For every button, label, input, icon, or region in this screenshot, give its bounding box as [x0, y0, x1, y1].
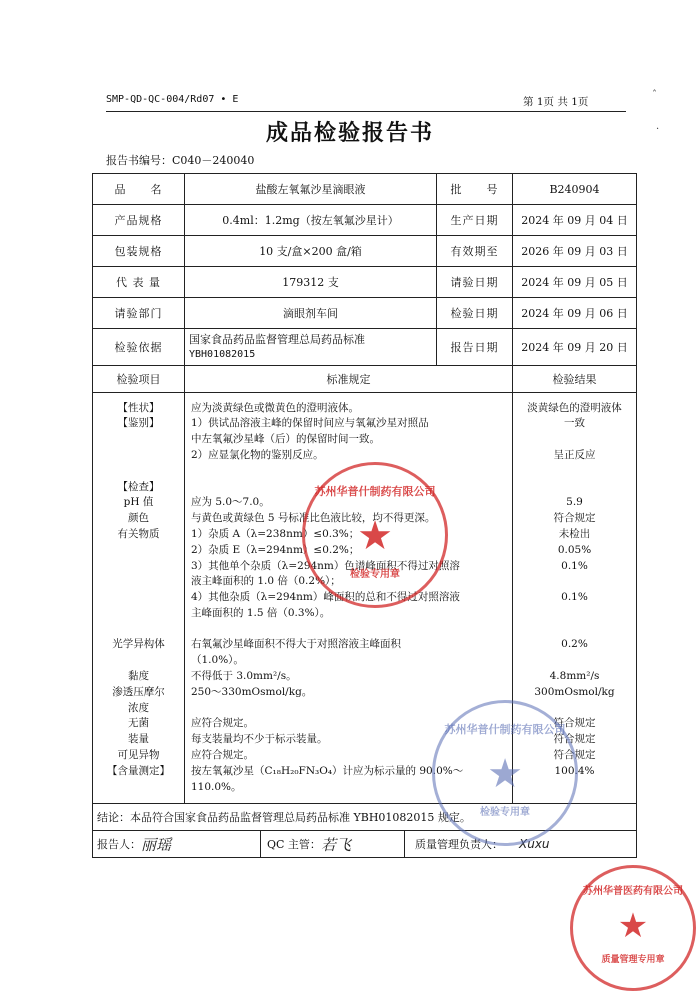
- label-mfg-date: 生产日期: [437, 205, 513, 236]
- test-result: 0.1%: [561, 559, 588, 572]
- test-result: 0.05%: [557, 543, 592, 556]
- doc-code: SMP-QD-QC-004/Rd07 • E: [106, 94, 239, 105]
- conclusion: 结论：本品符合国家食品药品监督管理总局药品标准 YBH01082015 规定。: [93, 804, 637, 831]
- qa-label: 质量管理负责人：: [415, 838, 503, 851]
- test-result: 0.2%: [561, 638, 588, 651]
- test-item: 无菌: [128, 717, 149, 730]
- stamp-red-sub: 检验专用章: [350, 569, 400, 580]
- test-result: 符合规定: [553, 717, 596, 730]
- test-result: [513, 780, 636, 796]
- row-quantity: [93, 267, 637, 298]
- test-item: [93, 543, 184, 559]
- row-conclusion: [93, 804, 637, 831]
- page-title: 成品检验报告书: [265, 120, 434, 146]
- row-dept: [93, 298, 637, 329]
- rep-qty: 179312 支: [185, 267, 437, 298]
- stamp-red-text: 苏州华普什制药有限公司: [314, 485, 436, 498]
- basis: [185, 329, 437, 366]
- scan-mark: ·: [656, 124, 660, 135]
- test-item: 【鉴别】: [117, 417, 160, 430]
- test-results-list: [513, 401, 636, 796]
- star-icon: ★: [487, 751, 523, 797]
- qc-label: QC 主管：: [267, 838, 321, 851]
- test-spec-line: [189, 464, 508, 480]
- test-spec-line: 应符合规定。: [191, 749, 254, 762]
- scan-mark: ˆ: [652, 90, 657, 101]
- test-spec-line: 1）供试品溶液主峰的保留时间应与氧氟沙星对照品: [191, 417, 429, 430]
- test-result: 淡黄绿色的澄明液体: [527, 401, 622, 414]
- product-name: 盐酸左氧氟沙星滴眼液: [185, 174, 437, 205]
- test-result: [513, 432, 636, 448]
- test-spec-line: 右氧氟沙星峰面积不得大于对照溶液主峰面积: [191, 638, 401, 651]
- qa-cell: [405, 831, 636, 857]
- test-item: 【检查】: [117, 480, 160, 493]
- test-item: [93, 464, 184, 480]
- label-spec: 产品规格: [93, 205, 185, 236]
- row-signatures: [93, 831, 637, 858]
- test-item: [93, 432, 184, 448]
- test-spec-line: 4）其他杂质（λ=294nm）峰面积的总和不得过对照溶液: [191, 591, 460, 604]
- test-item: [93, 590, 184, 606]
- dept: 滴眼剂车间: [185, 298, 437, 329]
- test-spec-line: 按左氧氟沙星（C₁₈H₂₀FN₃O₄）计应为标示量的 90.0%～: [191, 764, 464, 777]
- label-request-date: 请验日期: [437, 267, 513, 298]
- test-spec-line: 不得低于 3.0mm²/s。: [191, 670, 297, 683]
- test-result: 未检出: [558, 527, 591, 540]
- stamp-blue-sub: 检验专用章: [480, 807, 530, 818]
- label-rep-qty: 代 表 量: [93, 267, 185, 298]
- test-item: 黏度: [128, 670, 149, 683]
- test-result: 5.9: [566, 496, 583, 509]
- basis-line-1: 国家食品药品监督管理总局药品标准: [189, 333, 365, 346]
- test-result: [513, 653, 636, 669]
- test-item: 可见异物: [117, 749, 160, 762]
- test-result: 0.1%: [561, 591, 588, 604]
- test-result: 100.4%: [554, 764, 595, 777]
- test-result: [513, 606, 636, 622]
- test-spec-line: 110.0%。: [191, 780, 242, 793]
- qa-signature: Xuxu: [519, 837, 550, 851]
- test-item: 有关物质: [117, 527, 160, 540]
- star-icon: ★: [617, 906, 649, 946]
- test-spec-line: 2）杂质 E（λ=294nm）≤0.2%；: [191, 543, 360, 556]
- qa-stamp-red: [570, 865, 696, 991]
- row-tests-header: [93, 366, 637, 393]
- test-result: 300mOsmol/kg: [534, 685, 615, 698]
- test-spec-line: 液主峰面积的 1.0 倍（0.2%）；: [191, 575, 341, 588]
- test-spec-line: 1）杂质 A（λ=238nm）≤0.3%；: [191, 527, 360, 540]
- test-result: 符合规定: [553, 512, 596, 525]
- label-batch: 批 号: [437, 174, 513, 205]
- label-package: 包装规格: [93, 236, 185, 267]
- test-spec-line: 3）其他单个杂质（λ=294nm）色谱峰面积不得过对照溶: [191, 559, 460, 572]
- product-spec: 0.4ml：1.2mg（按左氧氟沙星计）: [185, 205, 437, 236]
- test-result: 呈正反应: [553, 448, 596, 461]
- test-item: [93, 448, 184, 464]
- test-item: [93, 653, 184, 669]
- label-inspect-date: 检验日期: [437, 298, 513, 329]
- test-items-list: [93, 401, 184, 796]
- test-result: 一致: [564, 417, 585, 430]
- reporter-signature: 丽瑶: [141, 835, 172, 854]
- test-items: [93, 393, 185, 804]
- test-item: 浓度: [128, 701, 149, 714]
- row-spec: [93, 205, 637, 236]
- test-item: [93, 606, 184, 622]
- label-product-name: 品 名: [93, 174, 185, 205]
- test-spec-line: 250～330mOsmol/kg。: [191, 685, 313, 698]
- report-table: [92, 173, 637, 858]
- header-item: 检验项目: [93, 366, 185, 393]
- test-item: [93, 622, 184, 638]
- test-result: [513, 464, 636, 480]
- label-dept: 请验部门: [93, 298, 185, 329]
- test-spec-line: [189, 622, 508, 638]
- test-spec-line: 应为 5.0～7.0。: [191, 496, 270, 509]
- report-date: 2024 年 09 月 20 日: [513, 329, 637, 366]
- test-spec-line: 2）应显氯化物的鉴别反应。: [191, 448, 324, 461]
- header-standard: 标准规定: [185, 366, 513, 393]
- stamp-blue-text: 苏州华普什制药有限公司: [444, 723, 566, 736]
- inspect-date: 2024 年 09 月 06 日: [513, 298, 637, 329]
- header-result: 检验结果: [513, 366, 637, 393]
- test-spec-line: （1.0%）。: [191, 654, 244, 667]
- test-spec-line: 与黄色或黄绿色 5 号标准比色液比较，均不得更深。: [191, 512, 436, 525]
- test-spec-line: [189, 480, 508, 496]
- row-basis: [93, 329, 637, 366]
- test-spec-line: 应符合规定。: [191, 717, 254, 730]
- expiry-date: 2026 年 09 月 03 日: [513, 236, 637, 267]
- test-result: 符合规定: [553, 749, 596, 762]
- test-item: 渗透压摩尔: [112, 685, 165, 698]
- report-number: 报告书编号：C040－240040: [106, 154, 255, 167]
- package-spec: 10 支/盒×200 盒/箱: [185, 236, 437, 267]
- test-result: 4.8mm²/s: [549, 670, 600, 683]
- reporter-cell: [93, 831, 261, 857]
- test-specs: [185, 393, 513, 804]
- test-spec-line: 中左氧氟沙星峰（后）的保留时间一致。: [191, 433, 380, 446]
- test-result: [513, 622, 636, 638]
- test-spec-line: [189, 701, 508, 717]
- stamp-qa-text: 苏州华普医药有限公司: [583, 886, 683, 897]
- stamp-qa-sub: 质量管理专用章: [601, 955, 665, 965]
- batch-number: B240904: [513, 174, 637, 205]
- test-item: pH 值: [123, 496, 154, 509]
- row-tests-body: [93, 393, 637, 804]
- test-item: 装量: [128, 733, 149, 746]
- test-spec-line: 应为淡黄绿色或微黄色的澄明液体。: [191, 401, 359, 414]
- star-icon: ★: [357, 513, 393, 559]
- label-basis: 检验依据: [93, 329, 185, 366]
- test-result: [513, 480, 636, 496]
- reporter-label: 报告人：: [97, 838, 141, 851]
- row-product-name: [93, 174, 637, 205]
- basis-line-2: YBH01082015: [189, 349, 256, 360]
- test-result: 符合规定: [553, 733, 596, 746]
- test-spec-line: 主峰面积的 1.5 倍（0.3%）。: [191, 606, 331, 619]
- test-item: 【性状】: [117, 401, 160, 414]
- test-item: 颜色: [128, 512, 149, 525]
- qc-cell: [261, 831, 405, 857]
- test-item: 【含量测定】: [107, 764, 170, 777]
- test-item: [93, 574, 184, 590]
- test-spec-line: 每支装量均不少于标示装量。: [191, 733, 328, 746]
- request-date: 2024 年 09 月 05 日: [513, 267, 637, 298]
- test-item: [93, 780, 184, 796]
- qc-signature: 若飞: [320, 835, 351, 854]
- test-result: [513, 574, 636, 590]
- test-specs-list: [189, 401, 508, 796]
- signatures: [93, 831, 637, 858]
- test-results: [513, 393, 637, 804]
- page-info: 第 1页 共 1页: [523, 96, 589, 108]
- mfg-date: 2024 年 09 月 04 日: [513, 205, 637, 236]
- row-package: [93, 236, 637, 267]
- label-report-date: 报告日期: [437, 329, 513, 366]
- test-result: [513, 701, 636, 717]
- header-rule: [106, 111, 626, 112]
- test-item: 光学异构体: [112, 638, 165, 651]
- label-expiry: 有效期至: [437, 236, 513, 267]
- test-item: [93, 559, 184, 575]
